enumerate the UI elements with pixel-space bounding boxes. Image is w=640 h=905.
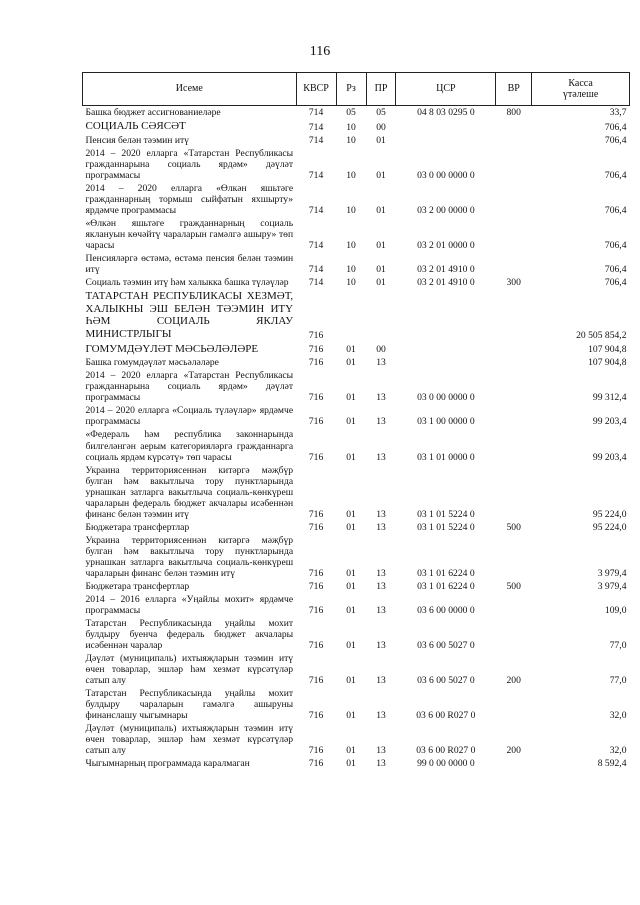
cell-rz: 01 xyxy=(346,521,356,533)
cell-csr: 03 2 00 0000 0 xyxy=(417,204,475,216)
cell-rz: 01 xyxy=(346,508,356,520)
cell-vr: 500 xyxy=(506,521,521,533)
cell-pr: 01 xyxy=(376,169,386,181)
cell-pr: 13 xyxy=(376,392,386,404)
cell-pr: 13 xyxy=(376,416,386,428)
cell-csr xyxy=(396,134,496,147)
cell-rz: 10 xyxy=(346,264,356,276)
cell-kvsr: 714 xyxy=(308,121,324,133)
cell-csr xyxy=(396,119,496,134)
page-number: 116 xyxy=(309,44,331,59)
cell-rz: 01 xyxy=(346,416,356,428)
cell-kvsr: 716 xyxy=(308,508,324,520)
cell-rz xyxy=(336,289,366,342)
cell-rz: 10 xyxy=(346,121,356,133)
cell-kvsr: 714 xyxy=(308,169,324,181)
cell-kvsr: 716 xyxy=(308,580,324,592)
cell-vr xyxy=(496,617,532,652)
cell-name: Пенсия белән тәэмин итү xyxy=(85,134,189,146)
table-row xyxy=(83,356,630,369)
cell-vr xyxy=(496,428,532,463)
cell-rz: 01 xyxy=(346,675,356,687)
cell-csr: 99 0 00 0000 0 xyxy=(417,758,475,770)
table-header-row xyxy=(83,73,630,106)
cell-name: 2014 – 2020 елларга «Социаль түләүләр» ярдәмче программасы xyxy=(85,405,294,428)
cell-pr: 13 xyxy=(376,745,386,757)
cell-csr xyxy=(396,356,496,369)
cell-vr xyxy=(496,534,532,580)
cell-kassa: 107 904,8 xyxy=(588,344,627,356)
cell-csr: 03 1 01 6224 0 xyxy=(417,580,475,592)
cell-name: Бюджетара трансфертлар xyxy=(85,580,190,592)
header-csr: ЦСР xyxy=(396,73,496,106)
table-row xyxy=(83,464,630,521)
table-row xyxy=(83,580,630,593)
cell-vr xyxy=(496,593,532,617)
cell-vr: 800 xyxy=(506,107,521,118)
cell-pr: 13 xyxy=(376,521,386,533)
cell-pr: 13 xyxy=(376,710,386,722)
table-row xyxy=(83,534,630,580)
table-row xyxy=(83,757,630,770)
cell-csr: 03 2 01 4910 0 xyxy=(417,264,475,276)
cell-kvsr: 714 xyxy=(308,277,324,289)
cell-kvsr: 714 xyxy=(308,134,324,146)
cell-csr: 03 0 00 0000 0 xyxy=(417,392,475,404)
cell-kassa: 95 224,0 xyxy=(592,521,627,533)
cell-pr: 05 xyxy=(376,107,386,118)
cell-name: Бюджетара трансфертлар xyxy=(85,521,190,533)
cell-csr xyxy=(396,342,496,357)
cell-rz: 01 xyxy=(346,604,356,616)
cell-kassa: 706,4 xyxy=(604,239,627,251)
cell-pr: 01 xyxy=(376,264,386,276)
cell-name: Дәүләт (муниципаль) ихтыяҗларын тәэмин итү өчен товарлар, эшләр һәм хезмәт күрсәтүләр сатып алу xyxy=(85,653,294,687)
table-row xyxy=(83,404,630,428)
budget-table xyxy=(82,72,630,770)
cell-vr: 200 xyxy=(506,745,521,757)
cell-name: Чыгымнарның программада каралмаган xyxy=(85,758,250,770)
cell-kvsr: 716 xyxy=(308,567,324,579)
cell-rz: 01 xyxy=(346,745,356,757)
cell-name: Татарстан Республикасында уңайлы мохит булдыру буенча федераль бюджет акчалары исәбеннән чаралар xyxy=(85,617,294,652)
cell-pr: 13 xyxy=(376,451,386,463)
table-body xyxy=(83,106,630,771)
cell-kvsr: 716 xyxy=(308,640,324,652)
cell-name: Пенсияләргә өстәмә, өстәмә пенсия белән тәэмин итү xyxy=(85,252,294,276)
cell-pr: 13 xyxy=(376,604,386,616)
cell-csr: 03 1 01 0000 0 xyxy=(417,451,475,463)
cell-csr: 03 6 00 R027 0 xyxy=(416,745,476,757)
cell-kvsr: 716 xyxy=(308,416,324,428)
cell-kvsr: 716 xyxy=(308,745,324,757)
cell-name: Украина территориясеннән китәргә мәҗбүр булган һәм вакытлыча тору пунктларында урнашкан затларга вакытлыча социаль-көнкүреш чараларын федераль бюджет акчалары исәбеннән финанс белән тәэмин итү xyxy=(85,464,294,520)
cell-name: Украина территориясеннән китәргә мәҗбүр булган һәм вакытлыча тору пунктларында урнашкан затларга вакытлыча социаль-көнкүреш чараларын финанс белән тәэмин итү xyxy=(85,534,294,579)
table-row xyxy=(83,722,630,757)
cell-vr: 500 xyxy=(506,580,521,592)
cell-vr: 200 xyxy=(506,675,521,687)
cell-vr xyxy=(496,464,532,521)
table-row xyxy=(83,369,630,404)
cell-vr xyxy=(496,342,532,357)
cell-kvsr: 716 xyxy=(308,521,324,533)
cell-kvsr: 716 xyxy=(308,357,324,369)
cell-pr: 01 xyxy=(376,134,386,146)
cell-kvsr: 716 xyxy=(308,392,324,404)
cell-name: ТАТАРСТАН РЕСПУБЛИКАСЫ ХЕЗМӘТ, ХАЛЫКНЫ ЭШ БЕЛӘН ТӘЭМИН ИТҮ ҺӘМ СОЦИАЛЬ ЯКЛАУ МИНИСТРЛЫГЫ xyxy=(85,290,294,340)
cell-kassa: 706,4 xyxy=(604,134,627,146)
cell-kassa: 3 979,4 xyxy=(597,567,627,579)
cell-name: 2014 – 2016 елларга «Уңайлы мохит» ярдәмче программасы xyxy=(85,593,294,616)
cell-name: ГОМУМДӘҮЛӘТ МӘСЬӘЛӘЛӘРЕ xyxy=(85,342,259,355)
cell-csr: 03 6 00 5027 0 xyxy=(417,675,475,687)
cell-vr xyxy=(496,217,532,252)
cell-name: СОЦИАЛЬ СӘЯСӘТ xyxy=(85,120,186,133)
cell-rz: 01 xyxy=(346,758,356,770)
cell-csr: 03 6 00 5027 0 xyxy=(417,640,475,652)
cell-name: 2014 – 2020 елларга «Өлкән яшьтәге гражданнарның тормыш сыйфатын яхшырту» ярдәмче программасы xyxy=(85,182,294,216)
cell-rz: 10 xyxy=(346,169,356,181)
cell-name: «Өлкән яшьтәге гражданнарның социаль яклануын көчәйтү чараларын гамәлгә ашыру» төп чарасы xyxy=(85,217,294,251)
cell-pr: 01 xyxy=(376,239,386,251)
cell-kassa: 32,0 xyxy=(609,745,627,757)
cell-pr: 00 xyxy=(376,344,386,356)
cell-vr xyxy=(496,289,532,342)
cell-name: 2014 – 2020 елларга «Татарстан Республикасы гражданнарына социаль ярдәм» дәүләт программасы xyxy=(85,147,294,181)
cell-rz: 01 xyxy=(346,710,356,722)
cell-name: «Федераль һәм республика законнарында билгеләнгән аерым категорияләргә гражданнарга социаль ярдәм күрсәтү» төп чарасы xyxy=(85,429,294,463)
cell-rz: 01 xyxy=(346,640,356,652)
cell-kassa: 109,0 xyxy=(604,604,627,616)
cell-rz: 10 xyxy=(346,204,356,216)
cell-kassa: 706,4 xyxy=(604,121,627,133)
cell-kassa: 99 203,4 xyxy=(592,416,627,428)
cell-name: Татарстан Республикасында уңайлы мохит булдыру чараларын гамәлгә ашыруны финанслашу чыгымнары xyxy=(85,688,294,722)
cell-csr xyxy=(396,289,496,342)
cell-vr xyxy=(496,369,532,404)
table-row xyxy=(83,617,630,652)
cell-rz: 01 xyxy=(346,344,356,356)
cell-vr xyxy=(496,119,532,134)
cell-pr: 13 xyxy=(376,567,386,579)
cell-kassa: 99 312,4 xyxy=(592,392,627,404)
table-row xyxy=(83,342,630,357)
cell-kvsr: 716 xyxy=(308,758,324,770)
cell-kvsr: 716 xyxy=(308,675,324,687)
cell-csr: 03 1 00 0000 0 xyxy=(417,416,475,428)
cell-kvsr: 714 xyxy=(308,239,324,251)
cell-csr: 03 2 01 0000 0 xyxy=(417,239,475,251)
cell-kassa: 20 505 854,2 xyxy=(576,329,627,341)
cell-vr xyxy=(496,134,532,147)
cell-csr: 03 2 01 4910 0 xyxy=(417,277,475,289)
cell-kvsr: 716 xyxy=(308,344,324,356)
cell-vr xyxy=(496,687,532,722)
table-row xyxy=(83,119,630,134)
cell-csr: 03 6 00 0000 0 xyxy=(417,604,475,616)
header-pr: ПР xyxy=(366,73,396,106)
cell-csr: 03 6 00 R027 0 xyxy=(416,710,476,722)
cell-pr xyxy=(366,289,396,342)
cell-name: Башка гомумдәүләт мәсьәләләре xyxy=(85,357,219,369)
table-row xyxy=(83,217,630,252)
cell-rz: 10 xyxy=(346,134,356,146)
cell-pr: 13 xyxy=(376,508,386,520)
cell-pr: 13 xyxy=(376,357,386,369)
cell-kassa: 706,4 xyxy=(604,277,627,289)
cell-kassa: 706,4 xyxy=(604,169,627,181)
header-kvsr: КВСР xyxy=(296,73,336,106)
cell-kassa: 99 203,4 xyxy=(592,451,627,463)
cell-pr: 13 xyxy=(376,675,386,687)
table-row xyxy=(83,521,630,534)
cell-rz: 01 xyxy=(346,567,356,579)
table-row xyxy=(83,182,630,217)
cell-pr: 13 xyxy=(376,580,386,592)
header-kassa-line2: үтәлеше xyxy=(562,89,599,100)
cell-vr xyxy=(496,147,532,182)
cell-kvsr: 714 xyxy=(308,264,324,276)
cell-rz: 05 xyxy=(346,107,356,118)
cell-csr: 03 1 01 5224 0 xyxy=(417,508,475,520)
header-kassa-line1: Касса xyxy=(568,77,593,89)
cell-kassa: 3 979,4 xyxy=(597,580,627,592)
cell-vr xyxy=(496,404,532,428)
cell-kvsr: 714 xyxy=(308,204,324,216)
header-vr: ВР xyxy=(496,73,532,106)
cell-kassa: 33,7 xyxy=(609,107,627,118)
cell-vr xyxy=(496,182,532,217)
cell-rz: 01 xyxy=(346,357,356,369)
table-row xyxy=(83,252,630,276)
cell-csr: 04 8 03 0295 0 xyxy=(417,107,475,118)
cell-vr xyxy=(496,252,532,276)
cell-csr: 03 0 00 0000 0 xyxy=(417,169,475,181)
table-row xyxy=(83,289,630,342)
cell-kvsr: 716 xyxy=(308,710,324,722)
cell-csr: 03 1 01 5224 0 xyxy=(417,521,475,533)
cell-kvsr: 714 xyxy=(308,107,324,118)
header-kassa xyxy=(532,73,630,106)
cell-kassa: 706,4 xyxy=(604,204,627,216)
cell-kassa: 706,4 xyxy=(604,264,627,276)
header-name: Исеме xyxy=(83,73,297,106)
cell-pr: 00 xyxy=(376,121,386,133)
cell-name: Башка бюджет ассигнованиеләре xyxy=(85,107,221,118)
cell-rz: 01 xyxy=(346,392,356,404)
cell-kvsr: 716 xyxy=(308,451,324,463)
cell-name: Социаль тәэмин итү һәм халыкка башка түләүләр xyxy=(85,277,289,289)
table-row xyxy=(83,147,630,182)
cell-kassa: 95 224,0 xyxy=(592,508,627,520)
table-row xyxy=(83,428,630,463)
table-row xyxy=(83,134,630,147)
cell-name: 2014 – 2020 елларга «Татарстан Республикасы гражданнарына социаль ярдәм» дәүләт программасы xyxy=(85,370,294,404)
cell-kassa: 32,0 xyxy=(609,710,627,722)
cell-name: Дәүләт (муниципаль) ихтыяҗларын тәэмин итү өчен товарлар, эшләр һәм хезмәт күрсәтүләр сатып алу xyxy=(85,723,294,757)
cell-kvsr: 716 xyxy=(308,329,324,341)
cell-kassa: 107 904,8 xyxy=(588,357,627,369)
cell-vr: 300 xyxy=(506,277,521,289)
table-row xyxy=(83,276,630,289)
table-row xyxy=(83,652,630,687)
cell-vr xyxy=(496,757,532,770)
cell-pr: 01 xyxy=(376,204,386,216)
cell-pr: 13 xyxy=(376,640,386,652)
header-rz: Рз xyxy=(336,73,366,106)
cell-pr: 01 xyxy=(376,277,386,289)
cell-rz: 01 xyxy=(346,451,356,463)
cell-kassa: 8 592,4 xyxy=(597,758,627,770)
cell-rz: 10 xyxy=(346,239,356,251)
table-row xyxy=(83,687,630,722)
table-row xyxy=(83,593,630,617)
cell-kvsr: 716 xyxy=(308,604,324,616)
cell-csr: 03 1 01 6224 0 xyxy=(417,567,475,579)
cell-vr xyxy=(496,356,532,369)
cell-pr: 13 xyxy=(376,758,386,770)
cell-rz: 10 xyxy=(346,277,356,289)
cell-kassa: 77,0 xyxy=(609,640,627,652)
cell-kassa: 77,0 xyxy=(609,675,627,687)
cell-rz: 01 xyxy=(346,580,356,592)
table-row xyxy=(83,106,630,120)
